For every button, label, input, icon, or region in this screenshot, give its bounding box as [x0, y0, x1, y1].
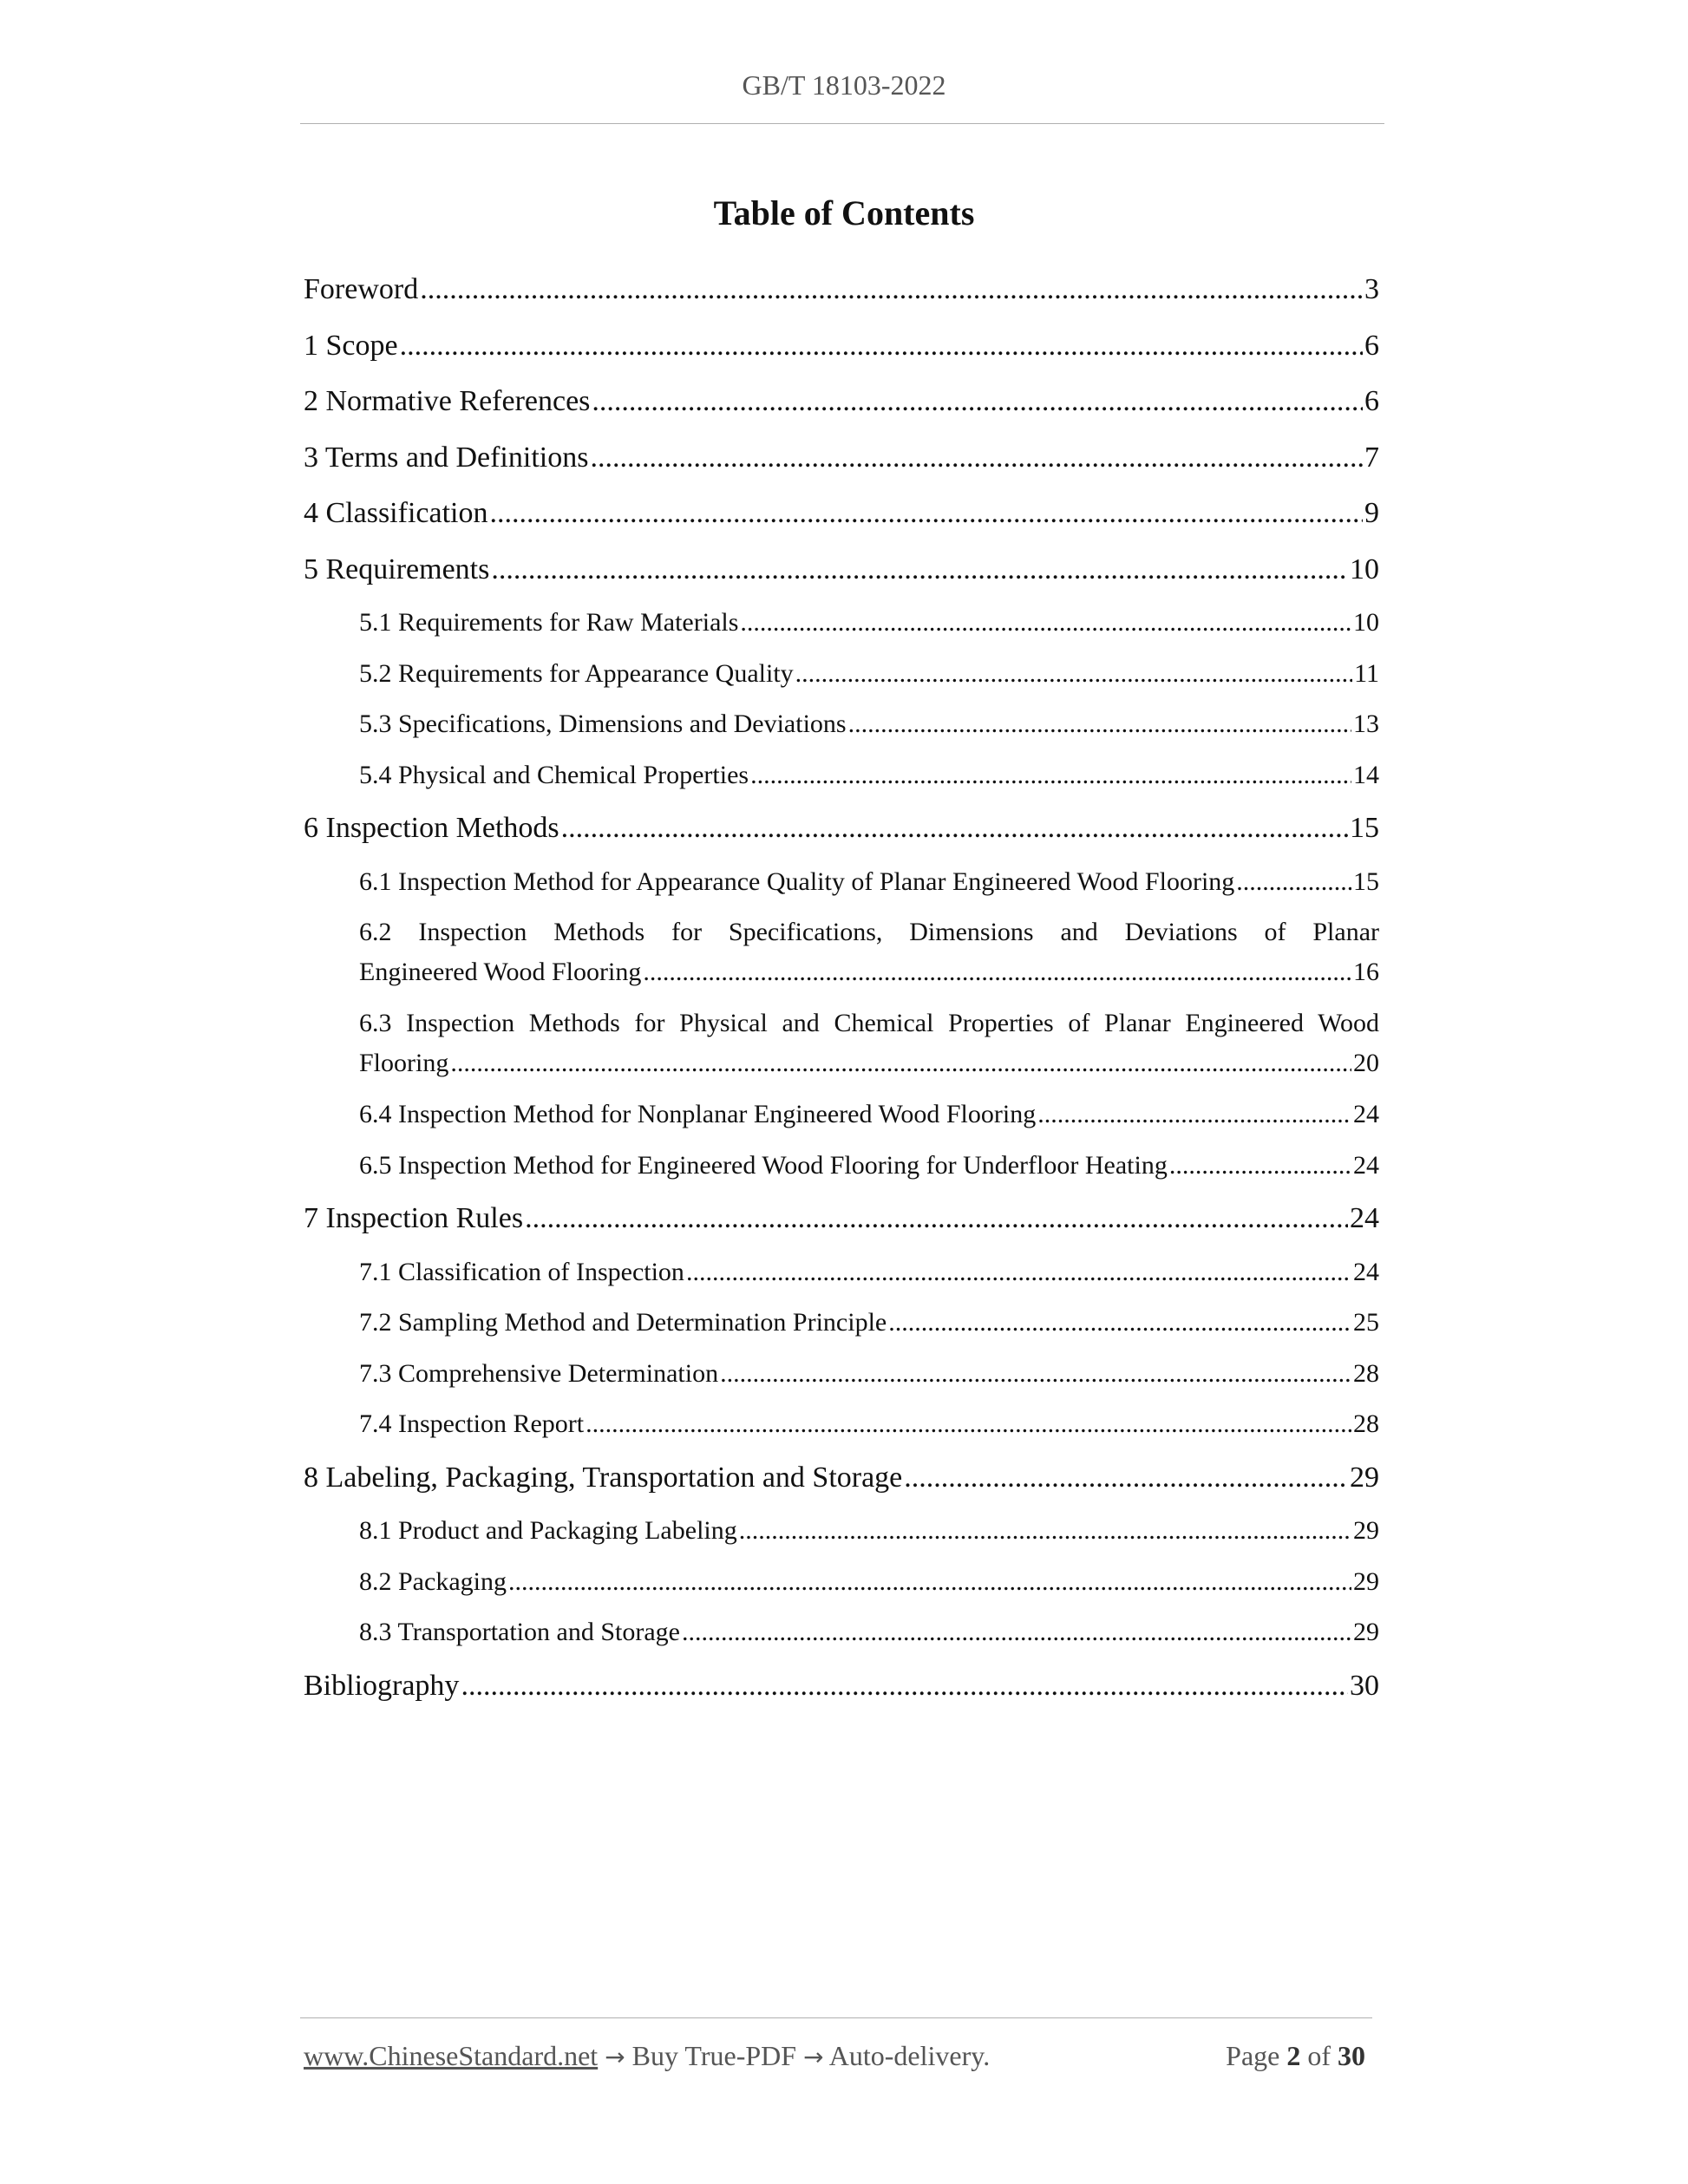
- page-word: Page: [1226, 2040, 1280, 2071]
- right-arrow-icon: →: [605, 2043, 625, 2071]
- dot-leader: [888, 1303, 1351, 1343]
- dot-leader: [420, 267, 1363, 312]
- toc-entry-page: 13: [1353, 709, 1379, 738]
- toc-entry-inspection-methods[interactable]: [304, 806, 1379, 862]
- toc-entry-page: 16: [1353, 958, 1379, 986]
- toc-entry-line2: [359, 1043, 1379, 1083]
- dot-leader: [489, 491, 1363, 536]
- toc-entry-6-3[interactable]: [304, 1004, 1379, 1095]
- dot-leader: [904, 1455, 1348, 1501]
- toc-entry-label: 7.4 Inspection Report: [359, 1409, 585, 1438]
- toc-entry-page: 29: [1350, 1461, 1379, 1494]
- toc-entry-label: Foreword: [304, 273, 419, 305]
- toc-entry-6-2[interactable]: [304, 912, 1379, 1004]
- toc-entry-label: 5.4 Physical and Chemical Properties: [359, 760, 749, 789]
- toc-entry-label: 2 Normative References: [304, 385, 591, 417]
- toc-entry-page: 9: [1364, 497, 1379, 529]
- toc-entry-label-line2: Engineered Wood Flooring: [359, 958, 642, 986]
- toc-entry-5-1[interactable]: [304, 603, 1379, 654]
- toc-entry-label-line1: 6.2 Inspection Methods for Specifications, Dimensions and Deviations of Planar: [359, 918, 1379, 946]
- toc-entry-inspection-rules[interactable]: [304, 1196, 1379, 1252]
- toc-entry-label: 7.1 Classification of Inspection: [359, 1257, 684, 1286]
- dot-leader: [643, 952, 1351, 992]
- toc-entry-label: 6 Inspection Methods: [304, 812, 559, 844]
- toc-entry-page: 29: [1353, 1618, 1379, 1646]
- toc-entry-labeling-packaging[interactable]: [304, 1455, 1379, 1512]
- toc-entry-label: 7 Inspection Rules: [304, 1202, 524, 1234]
- dot-leader: [720, 1354, 1351, 1394]
- dot-leader: [739, 1511, 1351, 1551]
- toc-entry-5-3[interactable]: [304, 704, 1379, 755]
- total-pages: 30: [1338, 2040, 1365, 2071]
- toc-entry-page: 15: [1353, 866, 1379, 896]
- toc-entry-label: 7.3 Comprehensive Determination: [359, 1358, 719, 1388]
- toc-entry-page: 6: [1364, 329, 1379, 362]
- toc-entry-8-1[interactable]: [304, 1511, 1379, 1562]
- toc-entry-label: 8.2 Packaging: [359, 1566, 507, 1596]
- toc-entry-line2: [359, 952, 1379, 992]
- toc-entry-page: 3: [1364, 273, 1379, 305]
- footer-promo: [304, 2040, 990, 2072]
- toc-entry-normative-references[interactable]: [304, 379, 1379, 435]
- toc-entry-page: 24: [1353, 1100, 1379, 1128]
- toc-entry-page: 24: [1353, 1257, 1379, 1286]
- toc-entry-page: 28: [1353, 1358, 1379, 1388]
- toc-entry-page: 24: [1350, 1202, 1379, 1234]
- toc-entry-label: 6.1 Inspection Method for Appearance Quality of Planar Engineered Wood Flooring: [359, 866, 1235, 896]
- toc-entry-label: 3 Terms and Definitions: [304, 441, 589, 474]
- dot-leader: [1169, 1146, 1351, 1186]
- toc-entry-bibliography[interactable]: [304, 1664, 1379, 1720]
- document-code: GB/T 18103-2022: [742, 69, 946, 101]
- toc-entry-label: 5.1 Requirements for Raw Materials: [359, 608, 739, 637]
- toc-entry-label: 5.3 Specifications, Dimensions and Deviations: [359, 709, 847, 738]
- toc-entry-label: 8.1 Product and Packaging Labeling: [359, 1516, 737, 1545]
- toc-entry-8-3[interactable]: [304, 1612, 1379, 1664]
- toc-entry-7-2[interactable]: [304, 1303, 1379, 1354]
- page-of: of: [1307, 2040, 1331, 2071]
- toc-entry-page: 25: [1353, 1308, 1379, 1337]
- dot-leader: [795, 654, 1352, 694]
- toc-entry-page: 24: [1353, 1150, 1379, 1180]
- toc-entry-label: 6.5 Inspection Method for Engineered Wood Flooring for Underfloor Heating: [359, 1150, 1168, 1180]
- dot-leader: [750, 755, 1351, 795]
- footer-divider: [300, 2017, 1372, 2018]
- toc-entry-page: 10: [1350, 553, 1379, 585]
- toc-entry-6-1[interactable]: [304, 862, 1379, 913]
- toc-entry-page: 14: [1353, 760, 1379, 789]
- toc-entry-label: 1 Scope: [304, 329, 398, 362]
- dot-leader: [450, 1043, 1351, 1083]
- toc-entry-page: 7: [1364, 441, 1379, 474]
- dot-leader: [525, 1196, 1348, 1241]
- dot-leader: [848, 704, 1351, 744]
- dot-leader: [561, 806, 1348, 851]
- toc-entry-page: 28: [1353, 1409, 1379, 1438]
- buy-pdf-text: Buy True-PDF: [631, 2040, 797, 2071]
- header-divider: [300, 123, 1384, 124]
- auto-delivery-text: Auto-delivery.: [828, 2040, 991, 2071]
- toc-entry-5-2[interactable]: [304, 654, 1379, 705]
- dot-leader: [491, 547, 1348, 592]
- toc-entry-requirements[interactable]: [304, 547, 1379, 604]
- toc-entry-label: 8 Labeling, Packaging, Transportation and Storage: [304, 1461, 903, 1494]
- toc-entry-label: 5.2 Requirements for Appearance Quality: [359, 658, 794, 688]
- toc-entry-page: 11: [1354, 658, 1379, 688]
- toc-entry-label: 7.2 Sampling Method and Determination Principle: [359, 1308, 887, 1337]
- toc-entry-page: 10: [1353, 608, 1379, 637]
- dot-leader: [1236, 862, 1351, 902]
- toc-entry-page: 29: [1353, 1516, 1379, 1545]
- table-of-contents: [304, 267, 1379, 1719]
- toc-entry-terms-and-definitions[interactable]: [304, 435, 1379, 492]
- toc-entry-label: 5 Requirements: [304, 553, 490, 585]
- dot-leader: [686, 1252, 1351, 1292]
- toc-entry-scope[interactable]: [304, 324, 1379, 380]
- dot-leader: [586, 1404, 1351, 1444]
- toc-entry-label: 8.3 Transportation and Storage: [359, 1618, 680, 1646]
- toc-entry-7-4[interactable]: [304, 1404, 1379, 1455]
- toc-entry-label: 6.4 Inspection Method for Nonplanar Engineered Wood Flooring: [359, 1100, 1037, 1128]
- toc-entry-page: 6: [1364, 385, 1379, 417]
- dot-leader: [461, 1664, 1348, 1709]
- toc-entry-page: 15: [1350, 812, 1379, 844]
- dot-leader: [1037, 1095, 1351, 1135]
- dot-leader: [508, 1562, 1351, 1602]
- page-number: [1226, 2040, 1365, 2072]
- toc-entry-5-4[interactable]: [304, 755, 1379, 807]
- dot-leader: [400, 324, 1363, 369]
- current-page: 2: [1286, 2040, 1301, 2071]
- toc-entry-8-2[interactable]: [304, 1562, 1379, 1613]
- toc-entry-foreword[interactable]: [304, 267, 1379, 324]
- toc-entry-label-line2: Flooring: [359, 1049, 449, 1077]
- right-arrow-icon: →: [803, 2043, 824, 2071]
- dot-leader: [682, 1612, 1351, 1652]
- toc-entry-classification[interactable]: [304, 491, 1379, 547]
- toc-title: Table of Contents: [713, 193, 975, 232]
- toc-entry-6-5[interactable]: [304, 1146, 1379, 1197]
- toc-entry-label: 4 Classification: [304, 497, 488, 529]
- dot-leader: [590, 435, 1363, 481]
- toc-entry-label-line1: 6.3 Inspection Methods for Physical and Chemical Properties of Planar Engineered Wood: [359, 1009, 1379, 1037]
- toc-entry-7-1[interactable]: [304, 1252, 1379, 1304]
- toc-entry-6-4[interactable]: [304, 1095, 1379, 1146]
- toc-entry-page: 30: [1350, 1669, 1379, 1702]
- toc-entry-7-3[interactable]: [304, 1354, 1379, 1405]
- toc-entry-label: Bibliography: [304, 1669, 460, 1702]
- dot-leader: [592, 379, 1363, 424]
- website-link[interactable]: www.ChineseStandard.net: [304, 2040, 599, 2071]
- toc-entry-page: 20: [1353, 1049, 1379, 1077]
- dot-leader: [740, 603, 1351, 643]
- page-footer: [304, 2040, 1372, 2078]
- toc-entry-page: 29: [1353, 1566, 1379, 1596]
